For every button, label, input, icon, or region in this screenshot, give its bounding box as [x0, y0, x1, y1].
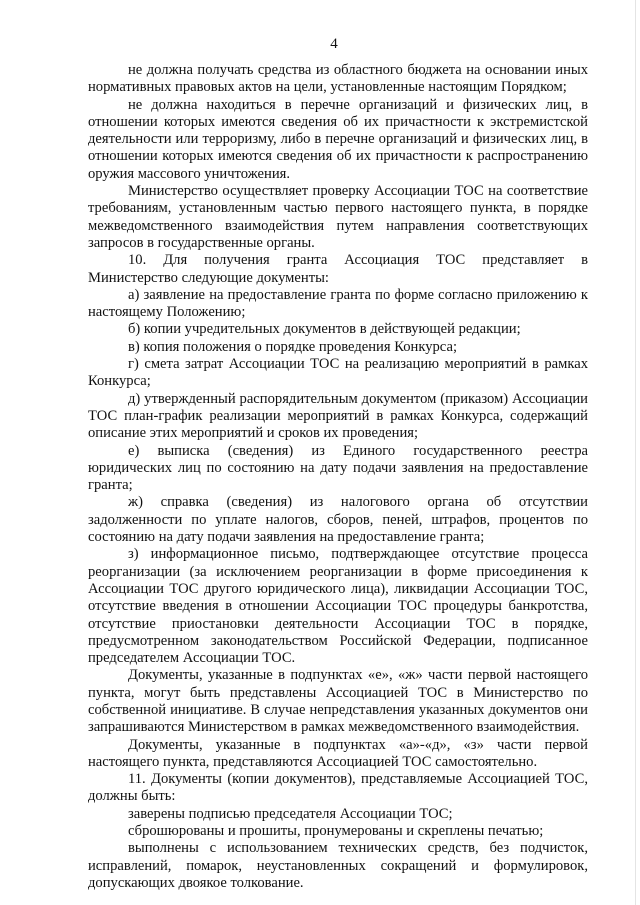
- document-body: [88, 62, 588, 892]
- paragraph: не должна находиться в перечне организаций и физических лиц, в отношении которых имеются сведения об их причастности к экстремистской деятельности или терроризму, либо в перечне организаций и физических лиц, в отношении которых имеются сведения об их причастности к распространению оружия массового уничтожения.: [88, 96, 588, 182]
- paragraph: д) утвержденный распорядительным документом (приказом) Ассоциации ТОС план-график реализации мероприятий в рамках Конкурса, содержащий описание этих мероприятий и сроков их проведения;: [88, 390, 588, 442]
- paragraph: а) заявление на предоставление гранта по форме согласно приложению к настоящему Положению;: [88, 286, 588, 321]
- paragraph: заверены подписью председателя Ассоциации ТОС;: [128, 805, 453, 822]
- paragraph: в) копия положения о порядке проведения Конкурса;: [128, 338, 457, 355]
- page-edge-line: [635, 0, 636, 905]
- paragraph: з) информационное письмо, подтверждающее отсутствие процесса реорганизации (за исключением реорганизации в форме присоединения к Ассоциации ТОС другого юридического лица), ликвидации Ассоциации ТОС, отсутствие введения в отношении Ассоциации ТОС процедуры банкротства, отсутствие приостановки деятельности Ассоциации ТОС в порядке, предусмотренном законодательством Российской Федерации, подписанное председателем Ассоциации ТОС.: [88, 546, 588, 667]
- paragraph: не должна получать средства из областного бюджета на основании иных нормативных правовых актов на цели, установленные настоящим Порядком;: [88, 62, 588, 96]
- paragraph: б) копии учредительных документов в действующей редакции;: [128, 321, 521, 338]
- paragraph: ж) справка (сведения) из налогового органа об отсутствии задолженности по уплате налогов, сборов, пеней, штрафов, процентов по состоянию на дату подачи заявления на предоставление гранта;: [88, 494, 588, 546]
- page-number: 4: [330, 36, 338, 52]
- paragraph: выполнены с использованием технических средств, без подчисток, исправлений, помарок, неустановленных сокращений и формулировок, допускающих двоякое толкование.: [88, 840, 588, 891]
- paragraph: 11. Документы (копии документов), представляемые Ассоциацией ТОС, должны быть:: [88, 771, 588, 805]
- paragraph: 10. Для получения гранта Ассоциация ТОС представляет в Министерство следующие документы:: [88, 252, 588, 286]
- paragraph: Министерство осуществляет проверку Ассоциации ТОС на соответствие требованиям, установленным частью первого настоящего пункта, в порядке межведомственного взаимодействия путем направления соответствующих запросов в государственные органы.: [88, 183, 588, 251]
- paragraph: Документы, указанные в подпунктах «е», «ж» части первой настоящего пункта, могут быть представлены Ассоциацией ТОС в Министерство по собственной инициативе. В случае непредставления указанных документов они запрашиваются Министерством в рамках межведомственного взаимодействия.: [88, 667, 588, 736]
- paragraph: сброшюрованы и прошиты, пронумерованы и скреплены печатью;: [128, 823, 544, 840]
- paragraph: Документы, указанные в подпунктах «а»-«д», «з» части первой настоящего пункта, представляются Ассоциацией ТОС самостоятельно.: [88, 736, 588, 770]
- paragraph: г) смета затрат Ассоциации ТОС на реализацию мероприятий в рамках Конкурса;: [88, 356, 588, 390]
- paragraph: е) выписка (сведения) из Единого государственного реестра юридических лиц по состоянию на дату подачи заявления на предоставление гранта;: [88, 442, 588, 494]
